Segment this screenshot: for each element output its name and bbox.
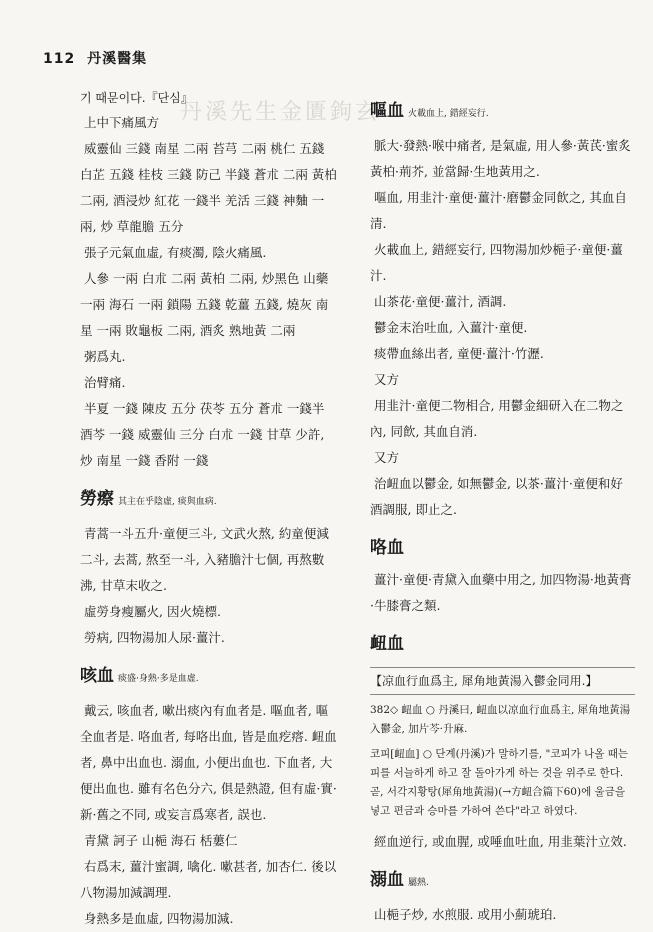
reference-note: 382◇ 衄血 ○ 丹溪曰, 衄血以凉血行血爲主, 犀角地黃湯入鬱金, 加片芩·升麻. <box>370 704 631 735</box>
body-paragraph: 威靈仙 三錢 南星 二兩 苔芎 二兩 桃仁 五錢 白芷 五錢 桂枝 三錢 防己 半錢 蒼朮 二兩 黃柏 二兩, 酒浸炒 紅花 一錢半 羌活 三錢 神麯 一兩, 炒 草龍膽 五分 <box>80 141 337 234</box>
body-paragraph: 戴云, 咳血者, 嗽出痰內有血者是. 嘔血者, 嘔全血者是. 咯血者, 每咯出血, 皆是血疙瘩. 衄血者, 鼻中出血也. 溺血, 小便出血也. 下血者, 大便出血也. 雖有名色分六, 俱是熱證, 但有虛·實·新·舊之不同, 或妄言爲寒者, 誤也. <box>80 703 337 822</box>
body-paragraph: 張子元氣血虛, 有痰濁, 陰火痛風. <box>84 245 267 260</box>
section-heading <box>80 659 338 696</box>
body-paragraph: 粥爲丸. <box>84 349 126 364</box>
body-paragraph: 脈大·發熱·喉中痛者, 是氣虛, 用人參·黃芪·蜜炙黃柏·荊芥, 並當歸·生地黃用之. <box>370 138 631 179</box>
bleed-through-text: 丹溪先生金匱鉤玄 <box>180 100 381 125</box>
section-subtitle: 火載血上, 錯經妄行. <box>408 109 489 119</box>
section-title: 嘔血 <box>370 101 404 121</box>
section-subtitle: 屬熱. <box>408 878 429 888</box>
body-paragraph: 上中下痛風方 <box>84 115 160 130</box>
body-paragraph: 半夏 一錢 陳皮 五分 茯苓 五分 蒼朮 一錢半 酒芩 一錢 威靈仙 三分 白朮 一錢 甘草 少許, 炒 南星 一錢 香附 一錢 <box>80 401 325 468</box>
running-header <box>43 48 147 68</box>
page-number: 112 <box>43 51 76 67</box>
section-subtitle: 痰盛·身熱·多是血虛. <box>118 674 199 684</box>
body-paragraph: 火載血上, 錯經妄行, 四物湯加炒梔子·童便·薑汁. <box>370 242 623 283</box>
body-paragraph: 治臂痛. <box>84 375 126 390</box>
right-column <box>370 86 635 928</box>
section-title: 衄血 <box>370 634 404 654</box>
body-paragraph: 勞病, 四物湯加人尿·薑汁. <box>84 630 225 645</box>
body-paragraph: 嘔血, 用韭汁·童便·薑汁·磨鬱金同飮之, 其血自清. <box>370 190 627 231</box>
body-paragraph: 身熱多是血虛, 四物湯加減. <box>84 911 234 926</box>
body-paragraph: 又方 <box>374 450 400 465</box>
korean-translation: 코피[衄血] ○ 단계(丹溪)가 말하기를, "코피가 나올 때는 피를 서늘하게 하고 잘 돌아가게 하는 것을 위주로 한다. 곧, 서각지황탕(犀角地黃湯)(→方衄合篇下60)에 울금을 넣고 편금과 승마를 가하여 쓴다"라고 하였다. <box>370 748 629 817</box>
body-paragraph: 山茶花·童便·薑汁, 酒調. <box>374 294 507 309</box>
section-heading <box>80 482 338 519</box>
body-paragraph: 用韭汁·童便二物相合, 用鬱金細研入在二物之內, 同飮, 其血自消. <box>370 398 624 439</box>
section-heading <box>370 94 635 131</box>
section-heading <box>370 863 635 900</box>
body-paragraph: 痰帶血絲出者, 童便·薑汁·竹瀝. <box>374 346 544 361</box>
body-paragraph: 青蒿一斗五升·童便三斗, 文武火熬, 約童便減二斗, 去蒿, 熬至一斗, 入豬膽汁七個, 再熬數沸, 甘草末收之. <box>80 526 329 593</box>
body-paragraph: 又方 <box>374 372 400 387</box>
body-paragraph: 薑汁·童便·青黛入血藥中用之, 加四物湯·地黃膏·牛膝膏之類. <box>370 572 632 613</box>
korean-line: 기 때문이다.『단심』 <box>80 91 193 105</box>
body-paragraph: 虛勞身瘦屬火, 因火燒標. <box>84 604 221 619</box>
body-paragraph: 治衄血以鬱金, 如無鬱金, 以茶·薑汁·童便和好酒調服, 即止之. <box>370 476 623 517</box>
section-heading <box>370 627 635 661</box>
section-title: 咯血 <box>370 538 404 558</box>
section-title: 咳血 <box>80 666 114 686</box>
body-paragraph: 青黛 訶子 山梔 海石 栝蔞仁 <box>84 833 238 848</box>
body-paragraph: 人參 一兩 白朮 二兩 黃柏 二兩, 炒黑色 山藥 一兩 海石 一兩 鎖陽 五錢 乾薑 五錢, 燒灰 南星 一兩 敗龜板 二兩, 酒炙 熟地黃 二兩 <box>80 271 329 338</box>
section-heading <box>370 531 635 565</box>
body-paragraph: 鬱金末治吐血, 入薑汁·童便. <box>374 320 528 335</box>
body-paragraph: 經血逆行, 或血腥, 或唾血吐血, 用韭葉汁立效. <box>374 834 627 849</box>
section-subtitle: 其主在乎陰虛, 痰與血病. <box>118 497 217 507</box>
boxed-note: 【凉血行血爲主, 犀角地黃湯入鬱金同用.】 <box>370 667 635 695</box>
body-paragraph: 山梔子炒, 水煎服. 或用小薊琥珀. <box>374 907 557 922</box>
book-title: 丹溪醫集 <box>87 51 148 67</box>
section-title: 勞瘵 <box>80 489 114 509</box>
body-paragraph: 右爲末, 薑汁蜜調, 噙化. 嗽甚者, 加杏仁. 後以八物湯加減調理. <box>80 859 337 900</box>
left-column <box>80 86 338 932</box>
section-title: 溺血 <box>370 870 404 890</box>
